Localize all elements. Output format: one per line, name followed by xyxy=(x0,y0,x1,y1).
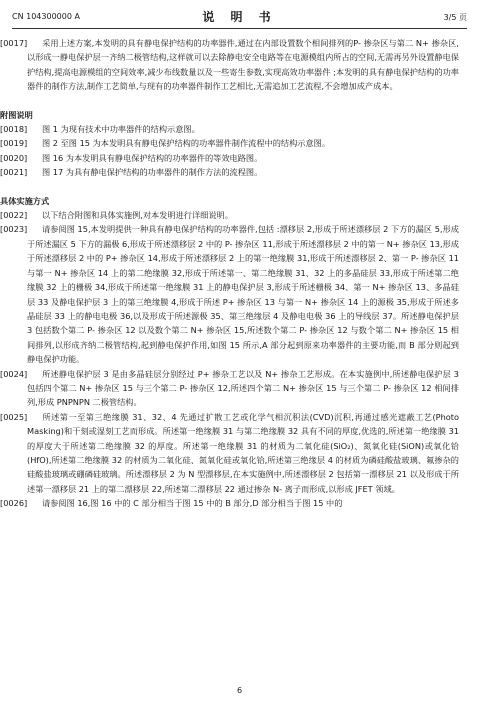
section-heading-drawings: 附图说明 xyxy=(0,109,33,120)
section-heading-embodiments: 具体实施方式 xyxy=(0,195,50,206)
document-number: CN 104300000 A xyxy=(12,12,80,21)
paragraph-text: 所述静电保护层 3 是由多晶硅层分别经过 P+ 掺杂工艺以及 N+ 掺杂工艺形成。在本实施例中,所述静电保护层 3 包括四个第二 N+ 掺杂区 15 与三个第二 P- 掺杂区 12,所述四个第二 N+ 掺杂区 15 与三个第二 P- 掺杂区 12 相间排列,形成 PNPNPN 二极管结构。 xyxy=(27,368,459,408)
paragraph-number: [0020] xyxy=(0,152,28,163)
document-title: 说 明 书 xyxy=(202,10,277,24)
page-header xyxy=(12,8,467,28)
paragraph-number: [0024] xyxy=(0,368,28,379)
paragraph-0026 xyxy=(0,496,459,510)
paragraph-text: 所述第一至第三绝缘膜 31、32、4 先通过扩散工艺或化学气相沉积法(CVD)沉积,再通过感光遮蔽工艺(Photo Masking)和干刻或湿刻工艺而形成。所述第一绝缘膜 31 与第二绝缘膜 32 具有不同的厚度,优选的,所述第一绝缘膜 31 的厚度大于所述第二绝缘膜 32 的厚度。所述第一绝缘膜 31 的材质为二氧化硅(SiO₂)、氮氧化硅(SiON)或氧化铪(HfO),所述第二绝缘膜 32 的材质为二氧化硅、氮氧化硅或氧化铪,所述第三绝缘层 4 的材质为磷硅酸盐玻璃、氟掺杂的硅酸盐玻璃或硼磷硅玻璃。所述漂移层 2 为 N 型漂移层,在本实施例中,所述漂移层 2 包括第一漂移层 21 以及形成于所述第一漂移层 21 上的第二漂移层 22,所述第二漂移层 22 通过掺杂 N- 离子而形成,以形成 JFET 领域。 xyxy=(27,411,459,494)
paragraph-text: 以下结合附图和具体实施例,对本发明进行详细说明。 xyxy=(42,210,233,221)
paragraph-text: 采用上述方案,本发明的具有静电保护结构的功率器件,通过在内部设置数个相间排列的P- 掺杂区与第二 N+ 掺杂区,以形成一静电保护层一齐纳二极管结构,这样就可以去除静电安全电路等在电源模组内所占的空间,无需再另外设置静电保护结构,提高电源模组的空间效率,减少布线数量以及一些寄生参数,实现高效功率器件 ;本发明的具有静电保护结构的功率器件的制作方法,制作工艺简单,与现有的功率器件制作工艺相比,无需追加工艺流程,不会增加成产成本。 xyxy=(27,38,459,92)
paragraph-number: [0026] xyxy=(0,498,28,509)
paragraph-0018 xyxy=(0,122,459,136)
paragraph-text: 图 16 为本发明具有静电保护结构的功率器件的等效电路图。 xyxy=(42,152,263,163)
page-number: 6 xyxy=(236,686,243,695)
paragraph-0019 xyxy=(0,136,459,150)
paragraph-number: [0023] xyxy=(0,224,28,235)
paragraph-0024 xyxy=(0,367,459,410)
paragraph-text: 图 2 至图 15 为本发明具有静电保护结构的功率器件制作流程中的结构示意图。 xyxy=(42,138,331,149)
paragraph-number: [0025] xyxy=(0,411,28,422)
paragraph-0021 xyxy=(0,165,459,179)
header-rule xyxy=(12,28,467,29)
paragraph-0022 xyxy=(0,208,459,222)
paragraph-0017 xyxy=(0,36,459,94)
paragraph-number: [0021] xyxy=(0,167,28,178)
paragraph-text: 图 17 为具有静电保护结构的功率器件的制作方法的流程图。 xyxy=(42,167,263,178)
paragraph-0020 xyxy=(0,151,459,165)
spacer xyxy=(27,180,459,194)
paragraph-number: [0019] xyxy=(0,138,28,149)
paragraph-number: [0017] xyxy=(0,38,28,48)
document-body xyxy=(0,36,459,511)
paragraph-number: [0022] xyxy=(0,210,28,221)
paragraph-0025 xyxy=(0,410,459,496)
page-indicator: 3/5 页 xyxy=(443,13,467,22)
paragraph-text: 图 1 为现有技术中功率器件的结构示意图。 xyxy=(42,124,200,135)
paragraph-text: 请参阅图 15,本发明提供一种具有静电保护结构的功率器件,包括 :漂移层 2,形成于所述漂移层 2 下方的漏区 5,形成于所述漏区 5 下方的漏极 6,形成于所述漂移层 2 中的 P- 掺杂区 11,形成于所述漂移层 2 中的第一 N+ 掺杂区 13,形成于所述漂移层 2 中的 P+ 掺杂区 14,形成于所述漂移层 2 上的第一绝缘膜 31,形成于所述漂移层 2、第一 P- 掺杂区 11 与第一 N+ 掺杂区 14 上的第二绝缘膜 32,形成于所述第一、第二绝缘膜 31、32 上的多晶硅层 33,形成于所述第二绝缘膜 32 上的栅极 34,形成于所述第一绝缘膜 31 上的静电保护层 3,形成于所述栅极 34、第一 N+ 掺杂区 13、多晶硅层 33 及静电保护层 3 上的第三绝缘膜 4,形成于所述 P+ 掺杂区 13 与第一 N+ 掺杂区 14 上的源极 35,形成于所述多晶硅层 33 上的静电电极 36,以及形成于所述源极 35、第三绝缘层 4 及静电电极 36 上的导线层 37。所述静电保护层 3 包括数个第二 P- 掺杂区 12 以及数个第二 N+ 掺杂区 15,所述数个第二 P- 掺杂区 12 与数个第二 N+ 掺杂区 15 相间排列,以形成齐纳二极管结构,起到静电保护作用,如图 15 所示,A 部分起到原来功率器件的主要功能,而 B 部分则起到静电保护功能。 xyxy=(27,224,459,365)
paragraph-text: 请参阅图 16,图 16 中的 C 部分相当于图 15 中的 B 部分,D 部分相当于图 15 中的 xyxy=(42,498,343,509)
paragraph-number: [0018] xyxy=(0,124,28,135)
spacer xyxy=(27,94,459,108)
paragraph-0023 xyxy=(0,222,459,366)
